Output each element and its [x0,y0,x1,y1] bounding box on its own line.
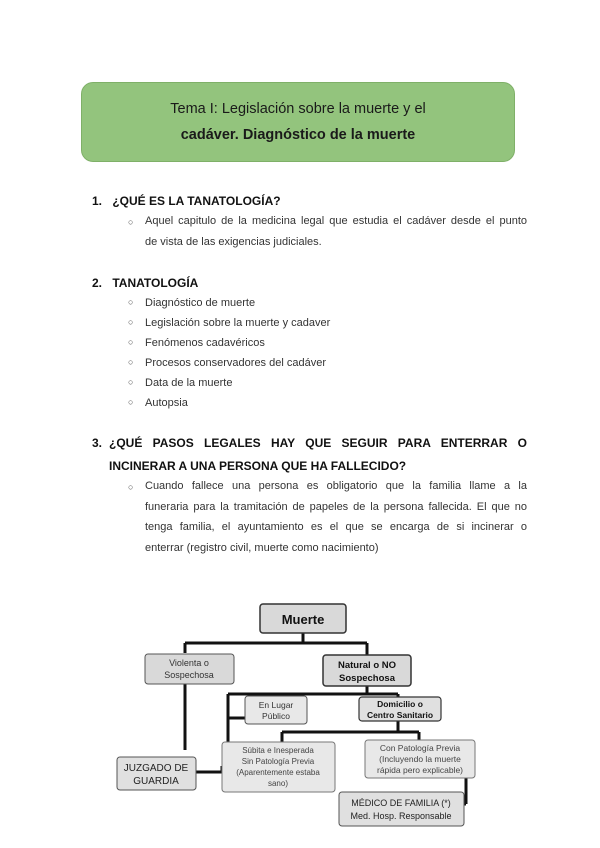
node-domicilio-label-2: Centro Sanitario [366,710,434,720]
node-patologia-label-1: Con Patología Previa [379,743,461,753]
section-3-text-line-3: tenga familia, el ayuntamiento es el que se encarga de si incinerar o [145,521,527,533]
node-muerte-label: Muerte [281,612,325,627]
node-violenta-label-1: Violenta o [169,658,209,668]
section-1-number: 1. [92,194,103,208]
node-subita-label-4: sano) [267,779,289,788]
section-1-text-line-1: Aquel capitulo de la medicina legal que estudia el cadáver desde el punto [145,215,527,227]
node-lugar-label-2: Público [262,711,290,721]
section-3-text-line-1: Cuando fallece una persona es obligatorio que la familia llame a la [145,480,527,492]
node-juzgado-label-1: JUZGADO DE [123,763,189,774]
node-medico-label-2: Med. Hosp. Responsable [350,811,452,821]
node-patologia-label-3: rápida pero explicable) [377,765,463,775]
node-domicilio-label-1: Domicilio o [377,699,423,709]
node-natural-label-2: Sospechosa [339,673,395,684]
section-3-title-line-1: ¿QUÉ PASOS LEGALES HAY QUE SEGUIR PARA ENTERRAR O [109,436,527,450]
node-subita-label-3: (Aparentemente estaba [236,768,320,777]
section-2-title: TANATOLOGÍA [112,276,199,290]
title-line-1: Tema I: Legislación sobre la muerte y el [170,101,426,117]
node-juzgado-label-2: GUARDIA [133,776,179,787]
section-1-title: ¿QUÉ ES LA TANATOLOGÍA? [112,194,281,208]
bullet-icon: ○ [128,482,134,492]
bullet-icon: ○ [128,217,134,227]
section-3-text-line-4: enterrar (registro civil, muerte como nacimiento) [145,541,379,554]
node-violenta-label-2: Sospechosa [164,670,214,680]
node-subita-label-1: Súbita e Inesperada [242,746,314,755]
section-3-text-line-2: funeraria para la tramitación de papeles de la persona fallecida. El que no [145,500,527,513]
node-patologia-label-2: (Incluyendo la muerte [379,754,461,764]
section-3-number: 3. [92,436,103,450]
node-medico-label-1: MÉDICO DE FAMILIA (*) [351,798,451,808]
node-subita-label-2: Sin Patología Previa [241,757,315,766]
section-3-title-line-2: INCINERAR A UNA PERSONA QUE HA FALLECIDO? [109,459,407,473]
title-line-2: cadáver. Diagnóstico de la muerte [180,127,416,143]
section-1-text-line-2: de vista de las exigencias judiciales. [145,235,322,248]
node-natural-label-1: Natural o NO [337,660,397,671]
section-2-number: 2. [92,276,103,290]
node-lugar-label-1: En Lugar [258,700,294,710]
